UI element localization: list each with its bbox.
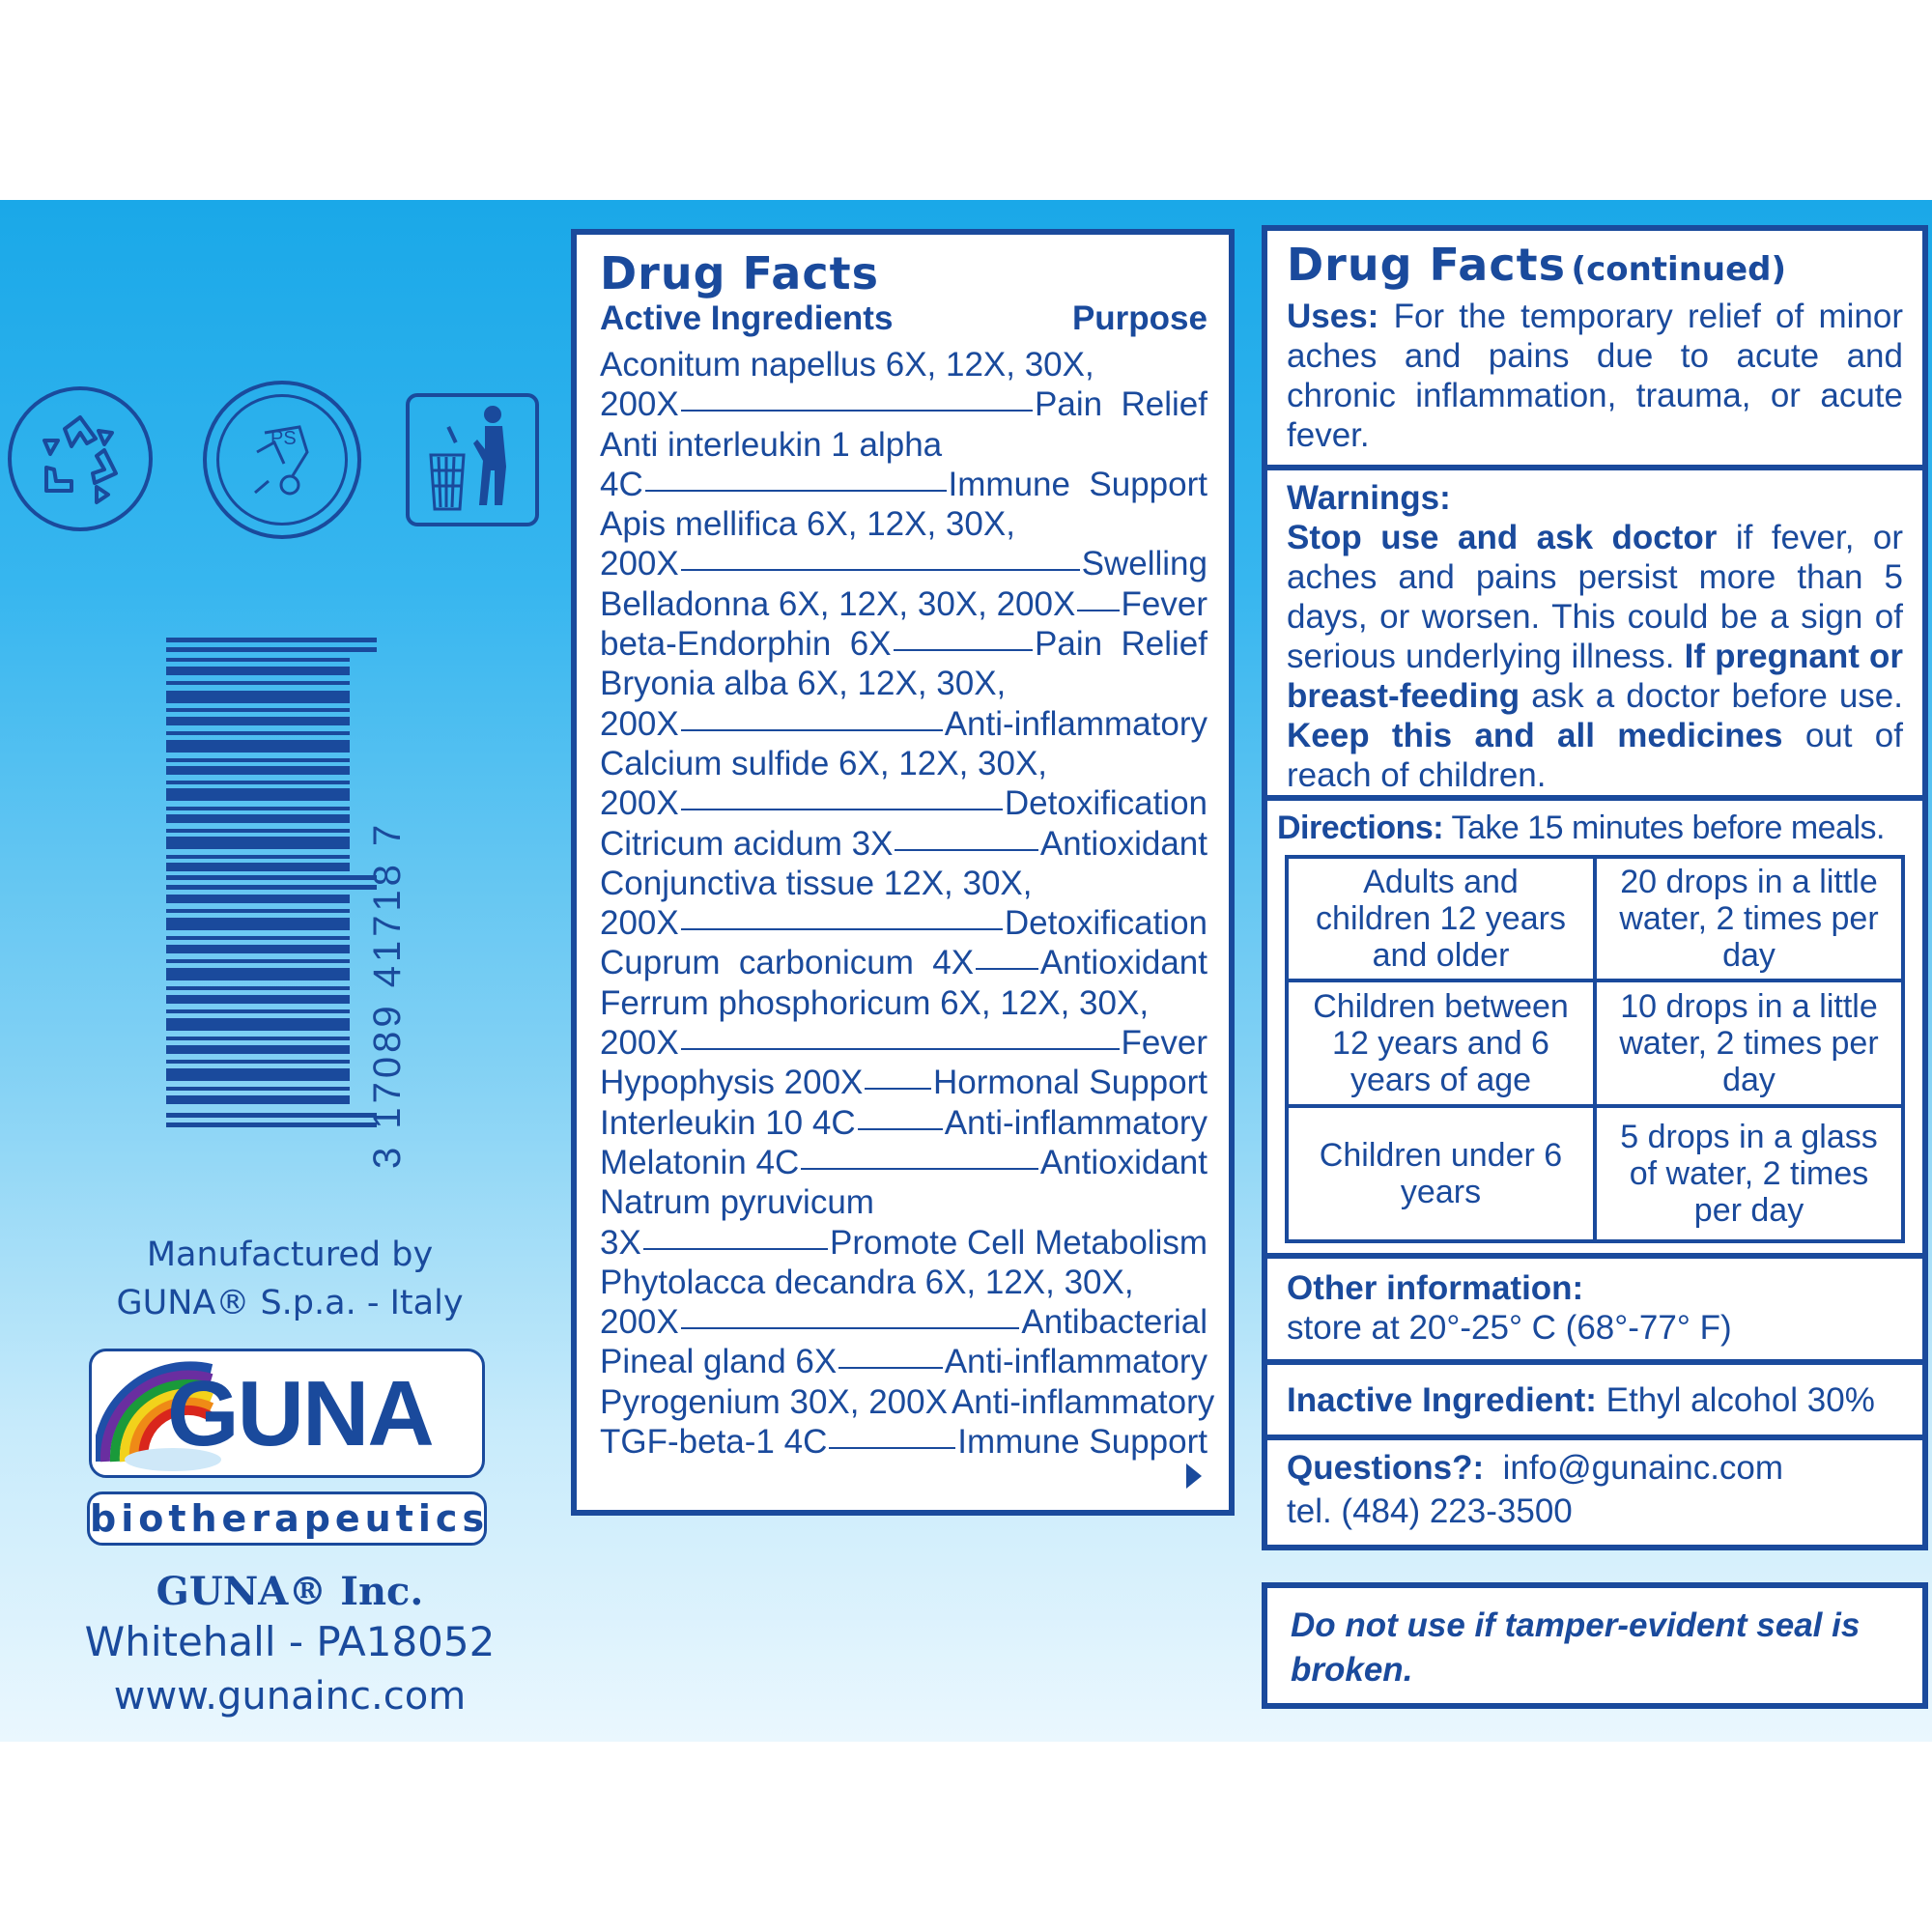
ingredient-line: Natrum pyruvicum <box>600 1183 874 1222</box>
ingredient-line: Apis mellifica 6X, 12X, 30X, <box>600 505 1015 544</box>
company-address: Whitehall - PA18052 <box>84 1618 496 1665</box>
inactive-section <box>1267 1365 1922 1440</box>
ingredient-purpose: Immune Support <box>957 1423 1208 1462</box>
ingredient-row <box>600 1063 1208 1102</box>
ingredient-name: 200X <box>600 704 679 743</box>
dosage-amount: 5 drops in a glass of water, 2 times per day <box>1595 1106 1903 1241</box>
directions-section <box>1267 801 1922 1259</box>
warnings-section <box>1267 470 1922 801</box>
ingredient-row <box>600 783 1208 823</box>
leader-line <box>645 490 947 492</box>
ingredient-row <box>600 824 1208 864</box>
ingredient-line: Phytolacca decandra 6X, 12X, 30X, <box>600 1263 1134 1301</box>
barcode <box>166 638 377 1130</box>
questions-phone[interactable]: tel. (484) 223-3500 <box>1287 1492 1573 1530</box>
leader-line <box>1077 610 1119 611</box>
manufactured-by: Manufactured by GUNA® S.p.a. - Italy <box>116 1236 464 1322</box>
warnings-heading: Warnings: <box>1287 479 1451 517</box>
ingredient-row <box>600 624 1208 664</box>
ingredient-name: Citricum acidum 3X <box>600 824 894 863</box>
ingredient-row <box>600 1143 1208 1182</box>
ingredient-row <box>600 1342 1208 1381</box>
glass-recycling-icon <box>203 381 361 539</box>
ingredient-row <box>600 1223 1208 1263</box>
ingredient-name: 200X <box>600 1303 679 1342</box>
trash-bin-icon <box>406 393 539 526</box>
ingredient-name: 200X <box>600 904 679 943</box>
dosage-row <box>1287 1106 1903 1241</box>
ingredient-row <box>600 384 1208 424</box>
questions-email-link[interactable]: info@gunainc.com <box>1502 1449 1784 1487</box>
leader-line <box>681 928 1003 930</box>
ingredient-purpose: Antioxidant <box>1039 944 1208 982</box>
ingredient-name: 200X <box>600 1024 679 1063</box>
ingredient-row <box>600 1103 1208 1143</box>
ingredient-name: Pineal gland 6X <box>600 1343 838 1381</box>
ingredient-row <box>600 1302 1208 1342</box>
ingredient-purpose: Anti-inflammatory <box>944 1103 1208 1142</box>
directions-text: Directions: Take 15 minutes before meals. <box>1277 810 1885 846</box>
dosage-amount: 10 drops in a little water, 2 times per day <box>1595 980 1903 1106</box>
ingredient-purpose: Detoxification <box>1004 784 1208 823</box>
dosage-amount: 20 drops in a little water, 2 times per day <box>1595 857 1903 980</box>
ingredient-purpose: Antibacterial <box>1021 1303 1208 1342</box>
ingredient-line: Bryonia alba 6X, 12X, 30X, <box>600 665 1007 703</box>
ingredient-purpose: Fever <box>1121 584 1208 623</box>
leader-line <box>681 729 943 731</box>
recycle-icon <box>8 386 153 531</box>
ingredient-name: Hypophysis 200X <box>600 1064 864 1102</box>
ingredient-line: Conjunctiva tissue 12X, 30X, <box>600 864 1033 902</box>
svg-text:3 17089 41718 7: 3 17089 41718 7 <box>366 820 409 1169</box>
ingredient-purpose: Pain Relief <box>1035 385 1208 424</box>
dosage-row <box>1287 980 1903 1106</box>
ingredient-line: Aconitum napellus 6X, 12X, 30X, <box>600 346 1094 384</box>
ingredients-list <box>600 345 1215 1462</box>
ingredient-row <box>600 1422 1208 1462</box>
warnings-text: Stop use and ask doctor if fever, or aches and pains persist more than 5 days, or worsen. This could be a sign of serious underlying illness. If pregnant or breast-feeding ask a doctor before use. Keep this and all medicines out of reach of children. <box>1287 519 1904 794</box>
ingredient-row <box>600 704 1208 744</box>
ingredient-name: Cuprum carbonicum 4X <box>600 944 975 982</box>
other-info-text: store at 20°-25° C (68°-77° F) <box>1287 1309 1732 1347</box>
drug-facts-title: Drug Facts <box>600 247 879 299</box>
ingredient-purpose: Anti-inflammatory <box>944 704 1208 743</box>
leader-line <box>829 1447 955 1449</box>
ingredient-row <box>600 544 1208 583</box>
ingredient-name: 3X <box>600 1223 641 1262</box>
ingredient-row <box>600 465 1208 504</box>
leader-line <box>681 410 1033 412</box>
ingredient-purpose: Antioxidant <box>1039 824 1208 863</box>
ingredient-name: Melatonin 4C <box>600 1143 800 1181</box>
dosage-table <box>1285 855 1905 1243</box>
dosage-row <box>1287 857 1903 980</box>
ingredient-name: 200X <box>600 385 679 424</box>
questions-section <box>1267 1440 1922 1531</box>
ingredient-row <box>600 903 1208 943</box>
ingredient-row <box>600 584 1208 624</box>
other-info-section <box>1267 1259 1922 1365</box>
inactive-text: Inactive Ingredient: Ethyl alcohol 30% <box>1287 1381 1875 1419</box>
ingredients-header <box>600 298 1208 339</box>
ingredient-purpose: Pain Relief <box>1035 625 1208 664</box>
leader-line <box>865 1088 931 1090</box>
dosage-who: Adults and children 12 years and older <box>1287 857 1595 980</box>
dosage-who: Children under 6 years <box>1287 1106 1595 1241</box>
leader-line <box>681 569 1080 571</box>
seal-warning-text: Do not use if tamper-evident seal is broken. <box>1291 1606 1861 1689</box>
ingredient-name: Pyrogenium 30X, 200X <box>600 1382 948 1421</box>
ingredient-purpose: Anti-inflammatory <box>951 1382 1215 1421</box>
leader-line <box>895 849 1037 851</box>
continue-arrow-icon <box>1186 1463 1202 1489</box>
drug-facts-continued-panel <box>1262 225 1928 1550</box>
uses-section <box>1267 231 1922 470</box>
leader-line <box>801 1168 1038 1170</box>
barcode-digits <box>357 589 415 1188</box>
active-ingredients-heading: Active Ingredients <box>600 299 894 337</box>
leader-line <box>976 968 1038 970</box>
ingredient-name: Belladonna 6X, 12X, 30X, 200X <box>600 584 1076 623</box>
drug-facts-panel <box>571 229 1235 1516</box>
logo-subtitle: biotherapeutics <box>87 1492 487 1546</box>
ingredient-purpose: Fever <box>1121 1024 1208 1063</box>
leader-line <box>858 1128 943 1130</box>
questions-email: Questions?: info@gunainc.com <box>1287 1449 1784 1487</box>
ingredient-line: Anti interleukin 1 alpha <box>600 425 943 464</box>
ingredient-name: beta-Endorphin 6X <box>600 625 892 664</box>
purpose-heading: Purpose <box>1071 299 1208 337</box>
dosage-who: Children between 12 years and 6 years of age <box>1287 980 1595 1106</box>
uses-text: Uses: For the temporary relief of minor aches and pains due to acute and chronic inflammation, trauma, or acute fever. <box>1287 298 1903 454</box>
ingredient-name: 200X <box>600 784 679 823</box>
ingredient-name: 200X <box>600 545 679 583</box>
company-website[interactable]: www.gunainc.com <box>113 1674 467 1719</box>
ingredient-line: Calcium sulfide 6X, 12X, 30X, <box>600 744 1048 782</box>
ingredient-row <box>600 1382 1215 1422</box>
ingredient-row <box>600 943 1208 982</box>
company-name: GUNA® Inc. <box>156 1569 424 1614</box>
ingredient-purpose: Swelling <box>1081 545 1208 583</box>
continued-title: Drug Facts (continued) <box>1287 239 1787 291</box>
leader-line <box>643 1248 828 1250</box>
ingredient-row <box>600 1023 1208 1063</box>
ingredient-purpose: Detoxification <box>1004 904 1208 943</box>
leader-line <box>681 809 1003 810</box>
leader-line <box>681 1327 1020 1329</box>
other-info-heading: Other information: <box>1287 1269 1584 1307</box>
seal-warning-panel <box>1262 1582 1928 1709</box>
svg-text:PS: PS <box>270 428 297 449</box>
ingredient-purpose: Anti-inflammatory <box>944 1343 1208 1381</box>
leader-line <box>681 1048 1120 1050</box>
ingredient-name: Interleukin 10 4C <box>600 1103 856 1142</box>
leader-line <box>838 1367 943 1369</box>
ingredient-purpose: Immune Support <box>948 465 1208 503</box>
guna-logo: GUNA <box>89 1349 485 1478</box>
ingredient-line: Ferrum phosphoricum 6X, 12X, 30X, <box>600 983 1150 1022</box>
ingredient-name: TGF-beta-1 4C <box>600 1423 828 1462</box>
ingredient-purpose: Hormonal Support <box>932 1064 1208 1102</box>
leader-line <box>894 649 1033 651</box>
ingredient-purpose: Antioxidant <box>1039 1143 1208 1181</box>
ingredient-purpose: Promote Cell Metabolism <box>830 1223 1208 1262</box>
ingredient-name: 4C <box>600 465 643 503</box>
